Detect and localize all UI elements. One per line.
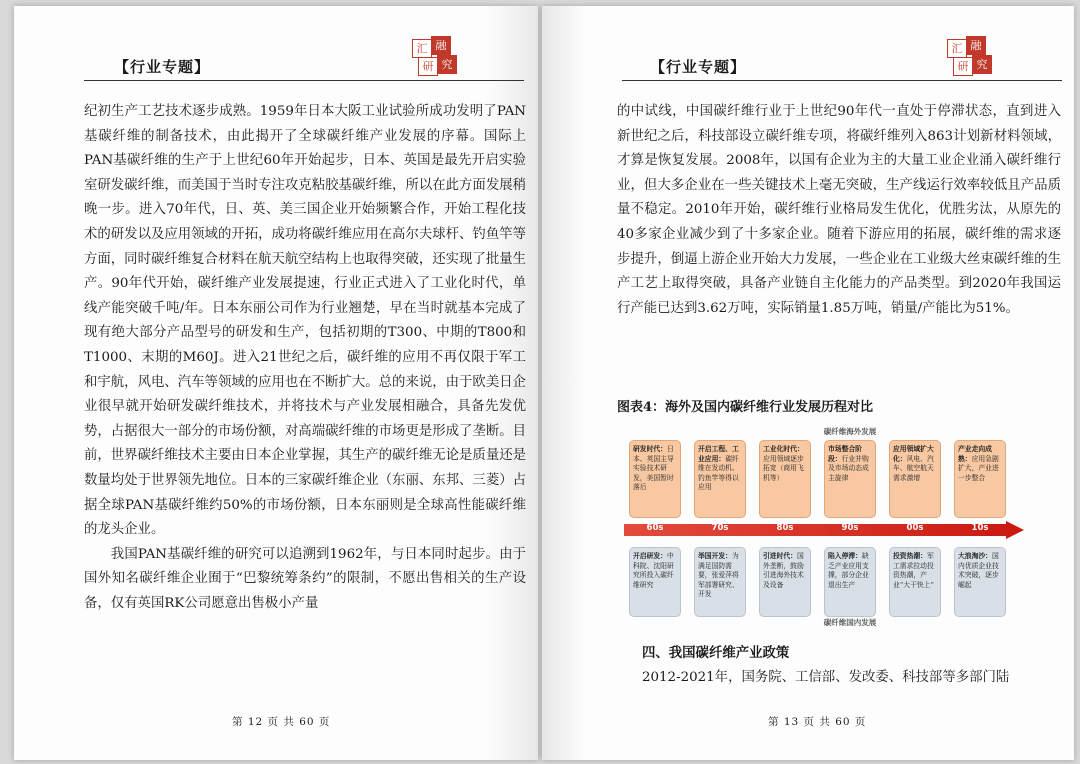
- timeline-figure: [624, 426, 1024, 626]
- seal-char: 研: [953, 57, 973, 76]
- stage-title: 应用领域扩大化：: [893, 445, 934, 463]
- figure-title: 图表4：海外及国内碳纤维行业发展历程对比: [617, 400, 874, 415]
- stage-title: 研发时代：: [633, 445, 667, 453]
- seal-char: 融: [966, 36, 986, 55]
- paragraph: 的中试线，中国碳纤维行业于上世纪90年代一直处于停滞状态，直到进入新世纪之后，科技部设立碳纤维专项，将碳纤维列入863计划新材料领域，才算是恢复发展。2008年，以国有企业为主的大量工业企业涌入碳纤维行业，但大多企业在一些关键技术上毫无突破，生产线运行效率较低且产品质量不稳定。2010年开始，碳纤维行业格局发生优化，优胜劣汰，从原先的40多家企业减少到了十多家企业。随着下游应用的拓展，碳纤维的需求逐步提升，倒逼上游企业开始大力发展，一些企业在工业级大丝束碳纤维的生产工艺上取得突破，具备产业链自主化能力的产品类型。到2020年我国运行产能已达到3.62万吨，实际销量1.85万吨，销量/产能比为51%。: [617, 104, 1061, 316]
- seal-char: 究: [437, 55, 457, 74]
- decade-label: 10s: [971, 523, 989, 533]
- overseas-stage-box: [889, 440, 941, 518]
- domestic-stage-box: [759, 547, 811, 617]
- overseas-stage-box: [759, 440, 811, 518]
- seal-logo: [947, 36, 991, 76]
- stage-title: 陷入停滞：: [828, 552, 862, 560]
- decade-label: 90s: [841, 523, 859, 533]
- stage-text: 为满足国防需要，张爱萍将军部署研究、开发: [698, 552, 739, 599]
- decade-label: 60s: [646, 523, 664, 533]
- overseas-stage-box: [629, 440, 681, 518]
- stage-text: 国外垄断，鼓励引进海外技术及设备: [763, 552, 804, 589]
- stage-text: 缺乏产业应用支撑，部分企业退出生产: [828, 552, 869, 589]
- domestic-stage-box: [629, 547, 681, 617]
- seal-logo: [412, 36, 456, 76]
- page-header: 【行业专题】: [650, 58, 747, 76]
- stage-text: 日本、英国主导实验技术研发，美国暂时落后: [633, 445, 674, 492]
- stage-title: 开启研发：: [633, 552, 667, 560]
- header-divider: [84, 80, 524, 81]
- domestic-stage-box: [824, 547, 876, 617]
- body-text: [84, 100, 526, 616]
- page-header: 【行业专题】: [114, 58, 211, 76]
- overseas-stage-box: [954, 440, 1006, 518]
- stage-title: 工业化时代：: [763, 445, 804, 453]
- stage-text: 应用领域逐步拓宽（商用飞机等）: [763, 454, 804, 482]
- paragraph: 2012-2021年，国务院、工信部、发改委、科技部等多部门陆: [642, 670, 1010, 685]
- stage-title: 大浪淘沙：: [958, 552, 992, 560]
- overseas-stage-box: [824, 440, 876, 518]
- decade-label: 80s: [776, 523, 794, 533]
- domestic-label: 碳纤维国内发展: [823, 618, 877, 627]
- stage-text: 风电、汽车、航空航天需求激增: [893, 454, 934, 482]
- seal-char: 汇: [412, 39, 432, 58]
- page-number: 第 13 页 共 60 页: [768, 716, 867, 728]
- stage-text: 军工需求拉动投资热潮，产业“大干快上”: [893, 552, 934, 589]
- stage-text: 国内优质企业技术突破，逐步崛起: [958, 552, 999, 589]
- body-text: [617, 100, 1061, 321]
- seal-char: 汇: [947, 39, 967, 58]
- stage-text: 中科院、沈阳研究所投入碳纤维研究: [633, 552, 674, 589]
- stage-title: 市场整合阶段：: [828, 445, 862, 463]
- header-divider: [622, 80, 1062, 81]
- left-page: [14, 6, 538, 760]
- seal-char: 融: [431, 36, 451, 55]
- overseas-label: 碳纤维海外发展: [823, 427, 877, 436]
- domestic-stage-box: [954, 547, 1006, 617]
- seal-char: 研: [418, 57, 438, 76]
- paragraph: 纪初生产工艺技术逐步成熟。1959年日本大阪工业试验所成功发明了PAN基碳纤维的制备技术，由此揭开了全球碳纤维产业发展的序幕。国际上PAN基碳纤维的生产于上世纪60年开始起步，日本、英国是最先开启实验室研发碳纤维，而美国于当时专注攻克粘胶基碳纤维，所以在此方面发展稍晚一步。进入70年代，日、英、美三国企业开始频繁合作，开始工程化技术的研发以及应用领域的开拓，成功将碳纤维应用在高尔夫球杆、钓鱼竿等方面，同时碳纤维复合材料在航天航空结构上也取得突破，还实现了批量生产。90年代开始，碳纤维产业发展提速，行业正式进入了工业化时代，单线产能突破千吨/年。日本东丽公司作为行业翘楚，早在当时就基本完成了现有绝大部分产品型号的研发和生产，包括初期的T300、中期的T800和T1000、末期的M60J。进入21世纪之后，碳纤维的应用不再仅限于军工和宇航，风电、汽车等领域的应用也在不断扩大。总的来说，由于欧美日企业很早就开始研发碳纤维技术，并将技术与产业发展相融合，具备先发优势，占据很大一部分的市场份额，对高端碳纤维的市场更是形成了垄断。目前，世界碳纤维技术主要由日本企业掌握，其生产的碳纤维无论是质量还是数量均处于世界领先地位。日本的三家碳纤维企业（东丽、东邦、三菱）占据全球PAN基碳纤维约50%的市场份额，日本东丽则是全球高性能碳纤维的龙头企业。: [84, 104, 526, 538]
- section-heading: 四、我国碳纤维产业政策: [642, 645, 790, 661]
- domestic-stage-box: [889, 547, 941, 617]
- page-number: 第 12 页 共 60 页: [232, 716, 331, 728]
- stage-title: 开启工程、工业应用：: [698, 445, 739, 463]
- stage-text: 碳纤维在发动机、钓鱼竿等得以应用: [698, 454, 739, 492]
- domestic-stage-box: [694, 547, 746, 617]
- seal-char: 究: [972, 55, 992, 74]
- stage-title: 产业走向成熟：: [958, 445, 992, 463]
- stage-title: 举国开发：: [698, 552, 732, 560]
- stage-text: 行业并购及市场动态成主旋律: [828, 454, 869, 482]
- stage-title: 投资热潮：: [893, 552, 927, 560]
- stage-title: 引进时代：: [763, 552, 797, 560]
- decade-label: 70s: [711, 523, 729, 533]
- right-page: [542, 6, 1074, 760]
- overseas-stage-box: [694, 440, 746, 518]
- decade-label: 00s: [906, 523, 924, 533]
- stage-text: 应用急剧扩大，产业进一步整合: [958, 454, 999, 482]
- paragraph: 我国PAN基碳纤维的研究可以追溯到1962年，与日本同时起步。由于国外知名碳纤维企业囿于“巴黎统筹条约”的限制，不愿出售相关的生产设备，仅有英国RK公司愿意出售极小产量: [84, 546, 526, 611]
